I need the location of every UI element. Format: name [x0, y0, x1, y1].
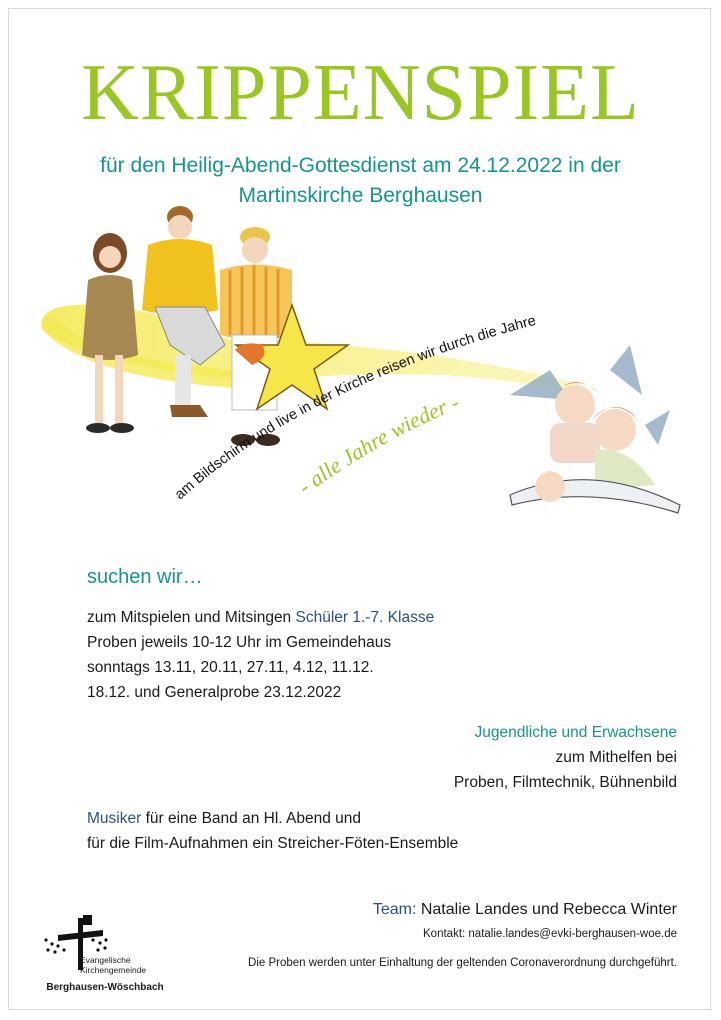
- musiker-line-1: [87, 806, 458, 831]
- logo-line-3: Berghausen-Wöschbach: [46, 982, 164, 993]
- seeking-heading: suchen wir…: [87, 566, 203, 588]
- team-line: [373, 901, 677, 919]
- corona-disclaimer: Die Proben werden unter Einhaltung der geltenden Coronaverordnung durchgeführt.: [248, 957, 677, 969]
- team-names: Natalie Landes und Rebecca Winter: [416, 901, 677, 918]
- erwachsene-line-3: Proben, Filmtechnik, Bühnenbild: [453, 774, 677, 791]
- schueler-prefix: zum Mitspielen und Mitsingen: [87, 609, 296, 626]
- figure-girl-icon: [82, 233, 138, 433]
- schueler-line-3: sonntags 13.11, 20.11, 27.11, 4.12, 11.12.: [87, 659, 374, 676]
- musiker-highlight: Musiker: [87, 810, 142, 827]
- illustration: [30, 195, 690, 535]
- contact-line: Kontakt: natalie.landes@evki-berghausen-woe.de: [423, 928, 677, 940]
- team-label: Team:: [372, 901, 417, 918]
- erwachsene-heading: Jugendliche und Erwachsene: [474, 724, 677, 741]
- schueler-line-4: 18.12. und Generalprobe 23.12.2022: [87, 684, 342, 701]
- subtitle-line-1: für den Heilig-Abend-Gottesdienst am 24.12.2022 in der: [100, 154, 621, 177]
- curved-slogan-path: - alle Jahre wieder -: [293, 389, 463, 500]
- schueler-highlight: Schüler 1.-7. Klasse: [295, 609, 435, 626]
- angels-icon: [510, 345, 680, 513]
- subtitle-line-2: Martinskirche Berghausen: [238, 184, 483, 207]
- erwachsene-line-2: zum Mithelfen bei: [555, 749, 677, 766]
- musiker-block: [87, 806, 458, 856]
- musiker-rest: für eine Band an Hl. Abend und: [141, 810, 362, 827]
- schueler-block: [87, 605, 434, 705]
- logo-line-1: Evangelische: [80, 955, 131, 965]
- poster-title: KRIPPENSPIEL: [81, 49, 640, 137]
- musiker-line-2: für die Film-Aufnahmen ein Streicher-Föten-Ensemble: [87, 835, 459, 852]
- erwachsene-block: [454, 720, 677, 795]
- schueler-line-1: [87, 605, 434, 630]
- schueler-line-2: Proben jeweils 10-12 Uhr im Gemeindehaus: [87, 634, 392, 651]
- curved-text-path: am Bildschirm und live in der Kirche reisen wir durch die Jahre: [171, 312, 538, 503]
- logo-line-2: Kirchengemeinde: [80, 965, 147, 975]
- logo-text: [40, 955, 170, 993]
